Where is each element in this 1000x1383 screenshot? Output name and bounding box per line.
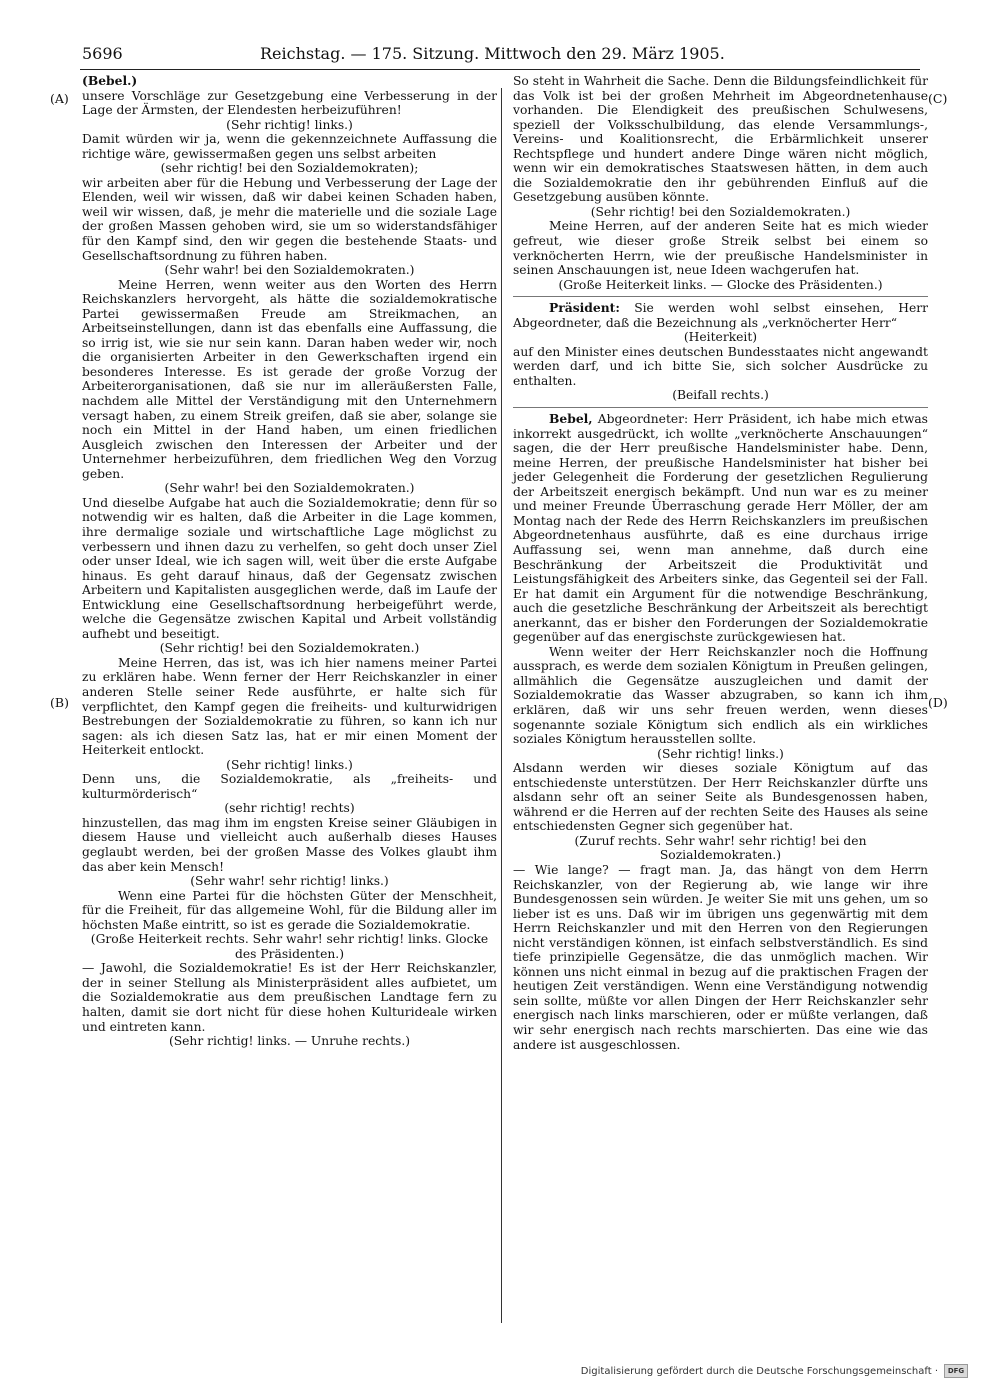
audience-reaction: (Sehr wahr! sehr richtig! links.) — [190, 874, 389, 889]
margin-marker-b: (B) — [50, 695, 69, 710]
body-paragraph: Meine Herren, auf der anderen Seite hat es mich wieder gefreut, wie dieser große Streik selbst bei einem so verknöcherten Herrn, wie der preußische Handelsminister in seinen Anschauungen ist, neue Ideen wachgerufen hat. — [513, 219, 928, 278]
audience-reaction: (Sehr richtig! links.) — [226, 117, 353, 132]
page-header — [82, 44, 917, 68]
speech-paragraph — [513, 301, 928, 330]
audience-reaction: (Sehr wahr! bei den Sozialdemokraten.) — [164, 481, 415, 496]
margin-marker-a: (A) — [50, 91, 69, 106]
footer-credit: Digitalisierung gefördert durch die Deutsche Forschungsgemeinschaft · — [580, 1365, 938, 1377]
audience-reaction: (sehr richtig! rechts) — [224, 801, 355, 816]
page-footer — [581, 1364, 968, 1378]
section-separator — [513, 407, 928, 408]
audience-reaction: (Zuruf rechts. Sehr wahr! sehr richtig! bei den Sozialdemokraten.) — [574, 833, 867, 863]
audience-reaction: (Große Heiterkeit rechts. Sehr wahr! sehr richtig! links. Glocke des Präsidenten.) — [90, 932, 489, 961]
left-column — [82, 74, 497, 1049]
speech-paragraph — [513, 412, 928, 645]
speaker-name: Bebel, — [549, 411, 593, 427]
header-rule — [80, 69, 920, 70]
audience-reaction: (Große Heiterkeit links. — Glocke des Präsidenten.) — [558, 277, 883, 292]
column-divider — [501, 88, 502, 1323]
body-paragraph: Und dieselbe Aufgabe hat auch die Sozialdemokratie; denn für so notwendig wir es halten, daß die Arbeiter in die Lage kommen, ihre dermalige soziale und wirtschaftliche Lage möglichst zu verbessern und ihnen dazu zu verhelfen, so geht doch unser Ziel oder unser Ideal, wie ich sagen will, weit über die erste Aufgabe hinaus. Es geht darauf hinaus, daß der Gegensatz zwischen Arbeitern und Kapitalisten ausgeglichen werde, daß im Laufe der Entwicklung eine Gesellschaftsordnung herbeigeführt werde, welche die Gegensätze zwischen Kapital und Arbeit vollständig aufhebt und beseitigt. — [82, 495, 497, 641]
body-paragraph: — Jawohl, die Sozialdemokratie! Es ist der Herr Reichskanzler, der in seiner Stellung als Ministerpräsident alles aufbietet, um die Sozialdemokratie aus dem preußischen Landtage fern zu halten, damit sie dort nicht für diese hohen Kulturideale wirken und eintreten kann. — [82, 961, 497, 1034]
speech-text: Abgeordneter: Herr Präsident, ich habe mich etwas inkorrekt ausgedrückt, ich wollte „verknöcherte Anschauungen“ sagen, die der Herr preußische Handelsminister habe. Denn, meine Herren, der preußische Handelsminister hat bisher bei jeder Gelegenheit die Forderung der gesetzlichen Regulierung der Arbeitszeit energisch bekämpft. Und nun war es zu meiner und meiner Freunde Überraschung gerade Herr Möller, der am Montag nach der Rede des Herrn Reichskanzlers im preußischen Abgeordnetenhaus ausführte, daß es eine durchaus irrige Auffassung sei, wenn man annehme, daß durch eine Beschränkung der Arbeitszeit die Produktivität und Leistungsfähigkeit des Arbeiters sinke, das Gegenteil sei der Fall. Er hat damit ein Argument für die notwendige Beschränkung, auch die gesetzliche Beschränkung der Arbeitszeit als berechtigt anerkannt, das er bisher den Forderungen der Sozialdemokratie gegenüber auf das energischste zurückgewiesen hat. — [513, 412, 928, 645]
body-paragraph: — Wie lange? — fragt man. Ja, das hängt von dem Herrn Reichskanzler, von der Regierung ab, wie lange wir ihre Bundesgenossen sein würden. Je weiter Sie mit uns gehen, um so lieber ist es uns. Daß wir im übrigen uns gegenwärtig mit dem Herrn Reichskanzler und mit den Herren von den Regierungen nicht verständigen können, ist einfach selbstverständlich. Es sind tiefe prinzipielle Gegensätze, die das unmöglich machen. Wir können uns nicht einmal in bezug auf die praktischen Fragen der heutigen Zeit verständigen. Wenn eine Verständigung notwendig sein sollte, müßte vor allen Dingen der Herr Reichskanzler sehr energisch nach links marschieren, oder er müßte verlangen, daß wir sehr energisch nach rechts marschierten. Das eine wie das andere ist ausgeschlossen. — [513, 862, 928, 1052]
body-paragraph: Wenn eine Partei für die höchsten Güter der Menschheit, für die Freiheit, für das allgemeine Wohl, für die Bildung aller im höchsten Maße eintritt, so ist es gerade die Sozialdemokratie. — [82, 888, 497, 932]
body-paragraph: Alsdann werden wir dieses soziale Königtum auf das entschiedenste unterstützen. Der Herr Reichskanzler dürfte uns alsdann sehr oft an seiner Seite als Bundesgenossen haben, während er die Herren auf der rechten Seite des Hauses als seine entschiedensten Gegner sich gegenüber hat. — [513, 761, 928, 834]
audience-reaction: (Sehr richtig! links. — Unruhe rechts.) — [168, 1034, 411, 1049]
body-paragraph: Damit würden wir ja, wenn die gekennzeichnete Auffassung die richtige wäre, gewissermaßen gegen uns selbst arbeiten — [82, 132, 497, 161]
audience-reaction: (Beifall rechts.) — [672, 388, 769, 403]
section-separator — [513, 296, 928, 297]
audience-reaction: (Sehr richtig! bei den Sozialdemokraten.) — [590, 204, 851, 219]
body-paragraph: wir arbeiten aber für die Hebung und Verbesserung der Lage der Elenden, weil wir wissen, daß wir dabei keinen Schaden haben, weil wir wissen, daß, je mehr die materielle und die soziale Lage der großen Massen gehoben wird, sie um so widerstandsfähiger für den Kampf sind, den wir gegen die bestehende Staats- und Gesellschaftsordnung zu führen haben. — [82, 175, 497, 263]
body-paragraph: auf den Minister eines deutschen Bundesstaates nicht angewandt werden darf, und ich bitte Sie, sich solcher Ausdrücke zu enthalten. — [513, 344, 928, 388]
body-paragraph: Wenn weiter der Herr Reichskanzler noch die Hoffnung aussprach, es werde dem sozialen Königtum in Preußen gelingen, allmählich die Gegensätze auszugleichen und damit der Sozialdemokratie das Wasser abzugraben, so kann ich ihm erklären, daß wir uns sehr freuen werden, wenn dieses sogenannte soziale Königtum sich endlich als ein wirkliches soziales Königtum herausstellen sollte. — [513, 644, 928, 747]
audience-reaction: (Sehr richtig! links.) — [226, 757, 353, 772]
margin-marker-c: (C) — [928, 91, 948, 106]
audience-reaction: (Sehr wahr! bei den Sozialdemokraten.) — [164, 263, 415, 278]
speaker-label: (Bebel.) — [82, 73, 138, 88]
body-paragraph: Meine Herren, das ist, was ich hier namens meiner Partei zu erklären habe. Wenn ferner der Herr Reichskanzler in einer anderen Stelle seiner Rede ausführte, er halte sich für verpflichtet, den Kampf gegen die freiheits- und kulturwidrigen Bestrebungen der Sozialdemokratie zu führen, so kann ich nur sagen: als ich diesen Satz las, hat er mir einen Moment der Heiterkeit entlockt. — [82, 655, 497, 758]
speech-text: Sie werden wohl selbst einsehen, Herr Abgeordneter, daß die Bezeichnung als „verknöcherter Herr“ — [513, 301, 928, 330]
audience-reaction: (Heiterkeit) — [683, 330, 758, 345]
right-column — [513, 74, 928, 1052]
speaker-name: Präsident: — [549, 300, 620, 316]
audience-reaction: (Sehr richtig! links.) — [657, 746, 784, 761]
dfg-logo-icon: DFG — [944, 1364, 968, 1378]
running-title: Reichstag. — 175. Sitzung. Mittwoch den 29. März 1905. — [260, 44, 725, 63]
body-paragraph: Denn uns, die Sozialdemokratie, als „freiheits- und kulturmörderisch“ — [82, 772, 497, 801]
audience-reaction: (Sehr richtig! bei den Sozialdemokraten.) — [159, 641, 420, 656]
page-number: 5696 — [82, 44, 123, 63]
audience-reaction: (sehr richtig! bei den Sozialdemokraten); — [160, 161, 419, 176]
margin-marker-d: (D) — [928, 695, 948, 710]
body-paragraph: unsere Vorschläge zur Gesetzgebung eine Verbesserung in der Lage der Ärmsten, der Elendesten herbeizuführen! — [82, 88, 497, 118]
body-paragraph: So steht in Wahrheit die Sache. Denn die Bildungsfeindlichkeit für das Volk ist bei der großen Mehrheit im Abgeordnetenhause vorhanden. Die Elendigkeit des preußischen Schulwesens, speziell der Volksschulbildung, das elende Versammlungs-, Vereins- und Koalitionsrecht, die Erbärmlichkeit unserer Rechtspflege und hundert andere Dinge wären nicht möglich, wenn wir ein demokratisches Staatswesen hätten, in dem auch die Sozialdemokratie den ihr gebührenden Einfluß auf die Gesetzgebung ausüben könnte. — [513, 74, 928, 205]
body-paragraph: hinzustellen, das mag ihm im engsten Kreise seiner Gläubigen in diesem Hause und vielleicht auch außerhalb dieses Hauses geglaubt werden, bei der großen Masse des Volkes glaubt ihm das aber kein Mensch! — [82, 815, 497, 874]
body-paragraph: Meine Herren, wenn weiter aus den Worten des Herrn Reichskanzlers hervorgeht, als hätte die sozialdemokratische Partei gewissermaßen Freude am Streikmachen, an Arbeitseinstellungen, dann ist das ebenfalls eine Auffassung, die so irrig ist, wie sie nur sein kann. Daran haben weder wir, noch die organisierten Arbeiter in den Gewerkschaften irgend ein besonderes Interesse. Es ist gerade der große Vorzug der Arbeiterorganisationen, daß sie nur im alleräußersten Falle, nachdem alle Mittel der Verständigung mit den Unternehmern versagt haben, zu einem Streik greifen, daß sie aber, solange sie noch ein Mittel in der Hand haben, um einen friedlichen Ausgleich zwischen den Interessen der Arbeiter und der Unternehmer herbeizuführen, dem friedlichen Weg den Vorzug geben. — [82, 277, 497, 481]
